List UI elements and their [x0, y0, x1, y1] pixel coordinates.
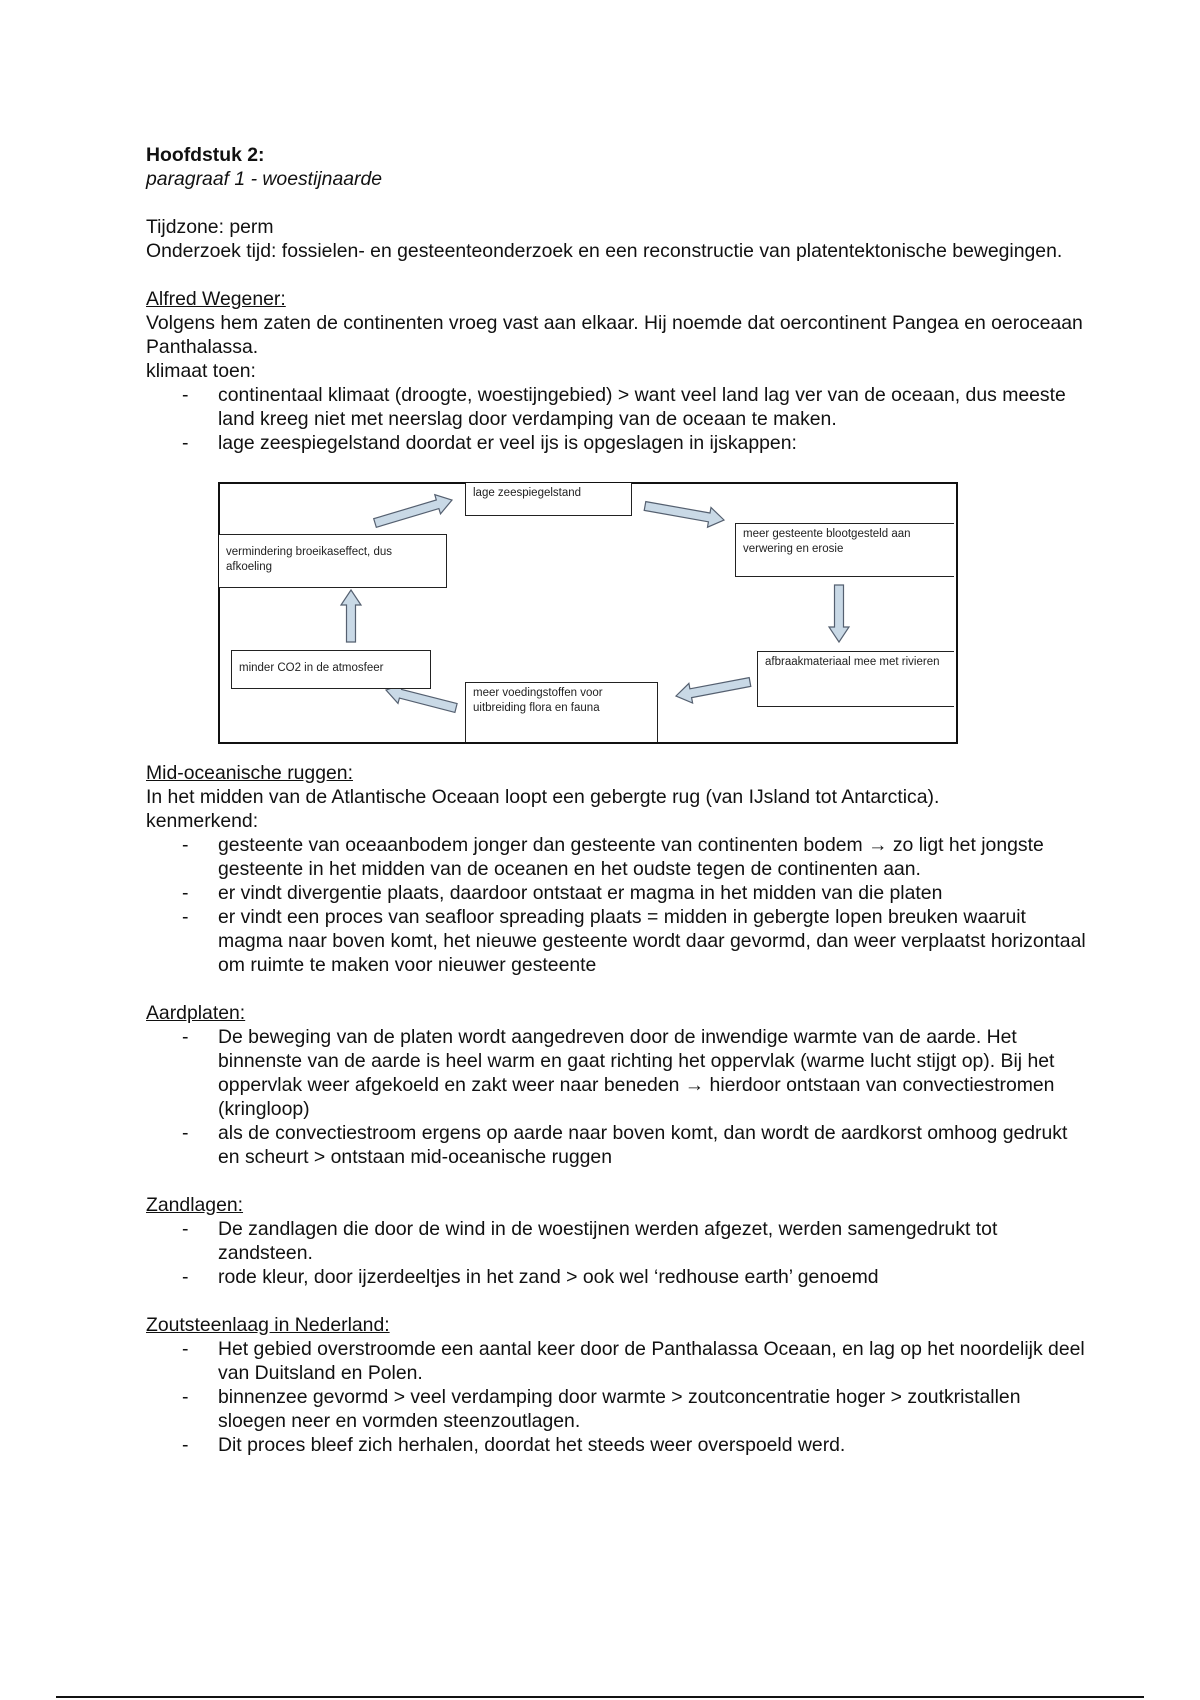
cycle-diagram — [218, 482, 958, 744]
list-item: - binnenzee gevormd > veel verdamping door warmte > zoutconcentratie hoger > zoutkristallen sloegen neer en vormden steenzoutlagen. — [146, 1385, 1086, 1433]
node-minder-co2: minder CO2 in de atmosfeer — [231, 650, 431, 689]
list-item: - rode kleur, door ijzerdeeltjes in het zand > ook wel ‘redhouse earth’ genoemd — [146, 1265, 1086, 1289]
ruggen-heading: Mid-oceanische ruggen: — [146, 762, 353, 784]
zoutsteen-bullets — [146, 1337, 1086, 1457]
section-subtitle: paragraaf 1 - woestijnaarde — [146, 168, 383, 190]
kenmerkend-label: kenmerkend: — [146, 810, 259, 832]
list-item: - lage zeespiegelstand doordat er veel ijs is opgeslagen in ijskappen: — [146, 431, 1086, 455]
list-item: - gesteente van oceaanbodem jonger dan gesteente van continenten bodem → zo ligt het jongste gesteente in het midden van de oceanen en het oudste tegen de continenten aan. — [146, 833, 1086, 881]
footer-divider — [56, 1696, 1144, 1698]
list-item: - er vindt divergentie plaats, daardoor ontstaat er magma in het midden van die platen — [146, 881, 1086, 905]
document-page — [146, 143, 1086, 1457]
arrow-left-to-top — [374, 495, 452, 528]
list-item: - De beweging van de platen wordt aangedreven door de inwendige warmte van de aarde. Het binnenste van de aarde is heel warm en gaat richting het oppervlak (warme lucht stijgt op). Bij het oppervlak weer afgekoeld en zakt weer naar beneden → hierdoor ontstaan van convectiestromen (kringloop) — [146, 1025, 1086, 1121]
list-item: - continentaal klimaat (droogte, woestijngebied) > want veel land lag ver van de oceaan, dus meeste land kreeg niet met neerslag door verdamping van de oceaan te maken. — [146, 383, 1086, 431]
list-item: - Het gebied overstroomde een aantal keer door de Panthalassa Oceaan, en lag op het noordelijk deel van Duitsland en Polen. — [146, 1337, 1086, 1385]
wegener-text: Volgens hem zaten de continenten vroeg vast aan elkaar. Hij noemde dat oercontinent Pangea en oeroceaan Panthalassa. — [146, 312, 1083, 358]
wegener-heading: Alfred Wegener: — [146, 288, 286, 310]
node-meer-gesteente: meer gesteente blootgesteld aan verwering en erosie — [735, 523, 954, 577]
onderzoek-line: Onderzoek tijd: fossielen- en gesteenteonderzoek en een reconstructie van platentektonische bewegingen. — [146, 240, 1063, 262]
arrow-right-bottom-to-bottom — [676, 678, 751, 703]
node-vermindering-broeikaseffect: vermindering broeikaseffect, dus afkoeling — [219, 534, 447, 588]
zandlagen-heading: Zandlagen: — [146, 1194, 244, 1216]
list-item: - als de convectiestroom ergens op aarde naar boven komt, dan wordt de aardkorst omhoog gedrukt en scheurt > ontstaan mid-oceanische ruggen — [146, 1121, 1086, 1169]
aardplaten-bullets — [146, 1025, 1086, 1169]
zandlagen-bullets — [146, 1217, 1086, 1289]
list-item: - De zandlagen die door de wind in de woestijnen werden afgezet, werden samengedrukt tot zandsteen. — [146, 1217, 1086, 1265]
node-lage-zeespiegelstand: lage zeespiegelstand — [465, 483, 632, 516]
tijdzone-line: Tijdzone: perm — [146, 216, 274, 238]
zoutsteen-heading: Zoutsteenlaag in Nederland: — [146, 1314, 390, 1336]
aardplaten-heading: Aardplaten: — [146, 1002, 246, 1024]
klimaat-label: klimaat toen: — [146, 360, 256, 382]
ruggen-bullets — [146, 833, 1086, 977]
arrow-left-bottom-up — [341, 590, 361, 642]
node-afbraakmateriaal: afbraakmateriaal mee met rivieren — [757, 651, 954, 707]
node-meer-voedingstoffen: meer voedingstoffen voor uitbreiding flora en fauna — [465, 682, 658, 742]
list-item: - er vindt een proces van seafloor spreading plaats = midden in gebergte lopen breuken waaruit magma naar boven komt, het nieuwe gesteente wordt daar gevormd, dan weer verplaatst horizontaal om ruimte te maken voor nieuwer gesteente — [146, 905, 1086, 977]
ruggen-text: In het midden van de Atlantische Oceaan loopt een gebergte rug (van IJsland tot Antarctica). — [146, 786, 940, 808]
wegener-bullets — [146, 383, 1086, 455]
chapter-title: Hoofdstuk 2: — [146, 144, 265, 166]
list-item: - Dit proces bleef zich herhalen, doordat het steeds weer overspoeld werd. — [146, 1433, 1086, 1457]
arrow-right-top-down — [829, 585, 849, 642]
arrow-top-to-right — [644, 502, 724, 528]
